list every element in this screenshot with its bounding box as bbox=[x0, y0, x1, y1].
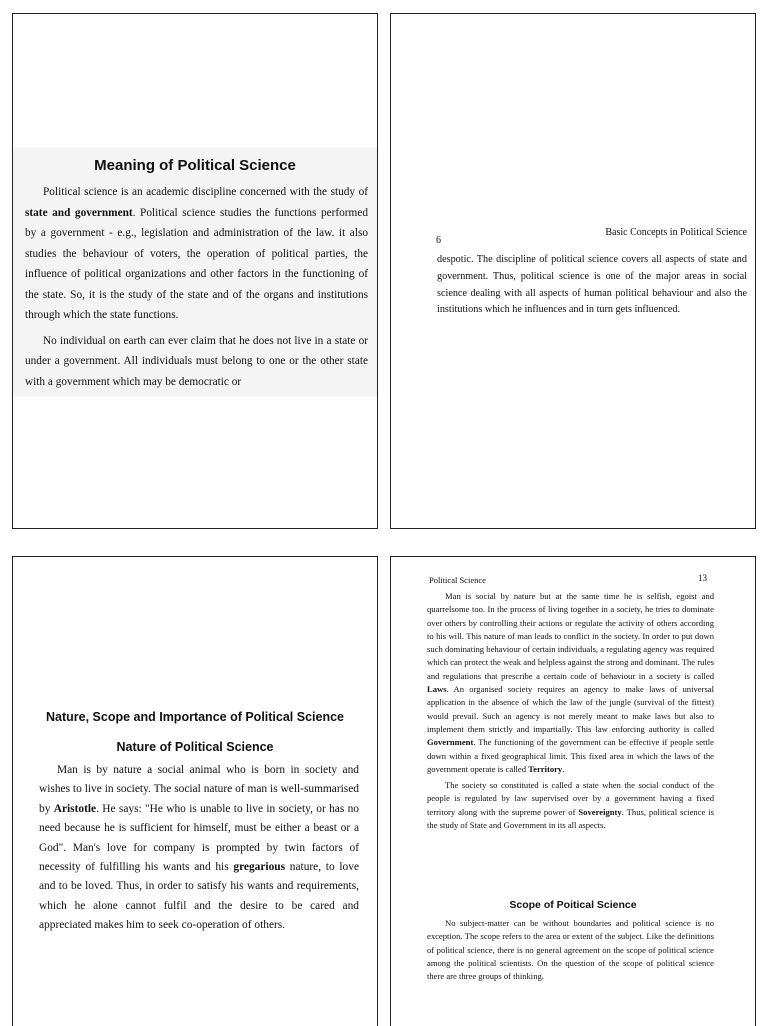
text-run: . Political science studies the functions performed by a government - e.g., legislation and administration of the law. it also studies the behaviour of voters, the operation of political parties, the influence of political organizations and other factors in the functioning of the state. So, it is the study of the state and of the organs and institutions through which the state functions. bbox=[25, 206, 369, 321]
text-run: nature, to love and to be loved. Thus, in order to satisfy his wants and requirements, which he alone cannot fulfil and the desire to be cared and appreciated makes him to seek co-operation of others. bbox=[39, 861, 359, 932]
text-run: The society so constituted is called a state when the social conduct of the people is regulated by law supervised over by a government having a fixed territory along with the supreme power of bbox=[427, 780, 714, 817]
page-body bbox=[39, 761, 359, 936]
bold-term: Territory bbox=[528, 763, 563, 774]
page-body bbox=[25, 182, 368, 392]
text-run: Man is by nature a social animal who is born in society and wishes to live in society. The social nature of man is well-summarised by bbox=[39, 764, 359, 815]
page-political-science-13 bbox=[390, 556, 756, 1026]
text-run: . Thus, political science is the study of State and Government in its all aspects. bbox=[427, 806, 714, 831]
text-run: . An organised society requires an agency to make laws of universal application in the absence of which the law of the jungle (survival of the fittest) would prevail. Such an agency is not merely meant to make laws but also to implement them strictly and impartially. This law enforcing authority is called bbox=[427, 684, 714, 734]
text-run: despotic. The discipline of political science covers all aspects of state and government. Thus, political science is one of the major areas in social science dealing with all aspects of human political behaviour and also the institutions which he influences and in turn gets influenced. bbox=[437, 254, 747, 316]
page-meaning-of-political-science bbox=[12, 13, 378, 529]
page-number: 6 bbox=[436, 235, 441, 246]
running-head: Basic Concepts in Political Science bbox=[605, 227, 747, 238]
page-basic-concepts bbox=[390, 13, 756, 529]
page-nature-scope-importance bbox=[12, 556, 378, 1026]
paragraph bbox=[25, 331, 368, 393]
bold-term: gregarious bbox=[233, 861, 286, 874]
bold-term: Laws bbox=[427, 684, 447, 695]
paragraph bbox=[427, 917, 714, 983]
paragraph bbox=[437, 252, 747, 319]
text-run: Man is social by nature but at the same time he is selfish, egoist and quarrelsome too. In the process of living together in a society, he tries to dominate over others by controlling their actions or regulate the activity of others according to his will. This nature of man leads to conflict in the society. In order to put down such dominating behaviour of certain individuals, a regulating agency was required which can protect the weak and helpless against the strong and dominant. The rules and regulations that prescribe a certain code of behaviour in a society is called bbox=[427, 591, 714, 681]
text-run: . He says: "He who is unable to live in society, or has no need because he is sufficient for himself, must be either a beast or a God". Man's love for company is prompted by twin factors of necessity of fulfilling his wants and his bbox=[39, 802, 359, 874]
bold-term: Sovereignty bbox=[578, 806, 622, 817]
page-body bbox=[427, 590, 714, 832]
section-heading: Scope of Poitical Science bbox=[509, 899, 637, 911]
bold-term: Government bbox=[427, 737, 474, 748]
paragraph bbox=[427, 590, 714, 776]
bold-term: state and government bbox=[25, 206, 133, 219]
page-body bbox=[437, 252, 747, 319]
section-body bbox=[427, 917, 714, 983]
text-run: No individual on earth can ever claim that he does not live in a state or under a government. All individuals must belong to one or the other state with a government which may be democratic or bbox=[25, 334, 368, 388]
running-head: Political Science bbox=[429, 575, 486, 585]
page-number: 13 bbox=[698, 573, 707, 583]
paragraph bbox=[427, 779, 714, 832]
text-run: . bbox=[562, 763, 565, 774]
text-run: No subject-matter can be without boundaries and political science is no exception. The scope refers to the area or extent of the subject. Like the definitions of political science, there is no general agreement on the scope of political science among the political scientists. On the question of the scope of political science there are three groups of thinking. bbox=[427, 918, 714, 982]
paragraph bbox=[39, 761, 359, 936]
section-heading: Nature of Political Science bbox=[116, 740, 274, 754]
paragraph bbox=[25, 182, 368, 326]
text-run: Political science is an academic discipline concerned with the study of bbox=[43, 186, 368, 198]
text-run: . The functioning of the government can be effective if people settle down within a fixed geographical limit. This fixed area in which the laws of the government operate is called bbox=[427, 737, 714, 774]
bold-term: Aristotle bbox=[53, 802, 97, 815]
page-heading: Nature, Scope and Importance of Political Science bbox=[46, 710, 344, 724]
page-heading: Meaning of Political Science bbox=[94, 157, 296, 174]
